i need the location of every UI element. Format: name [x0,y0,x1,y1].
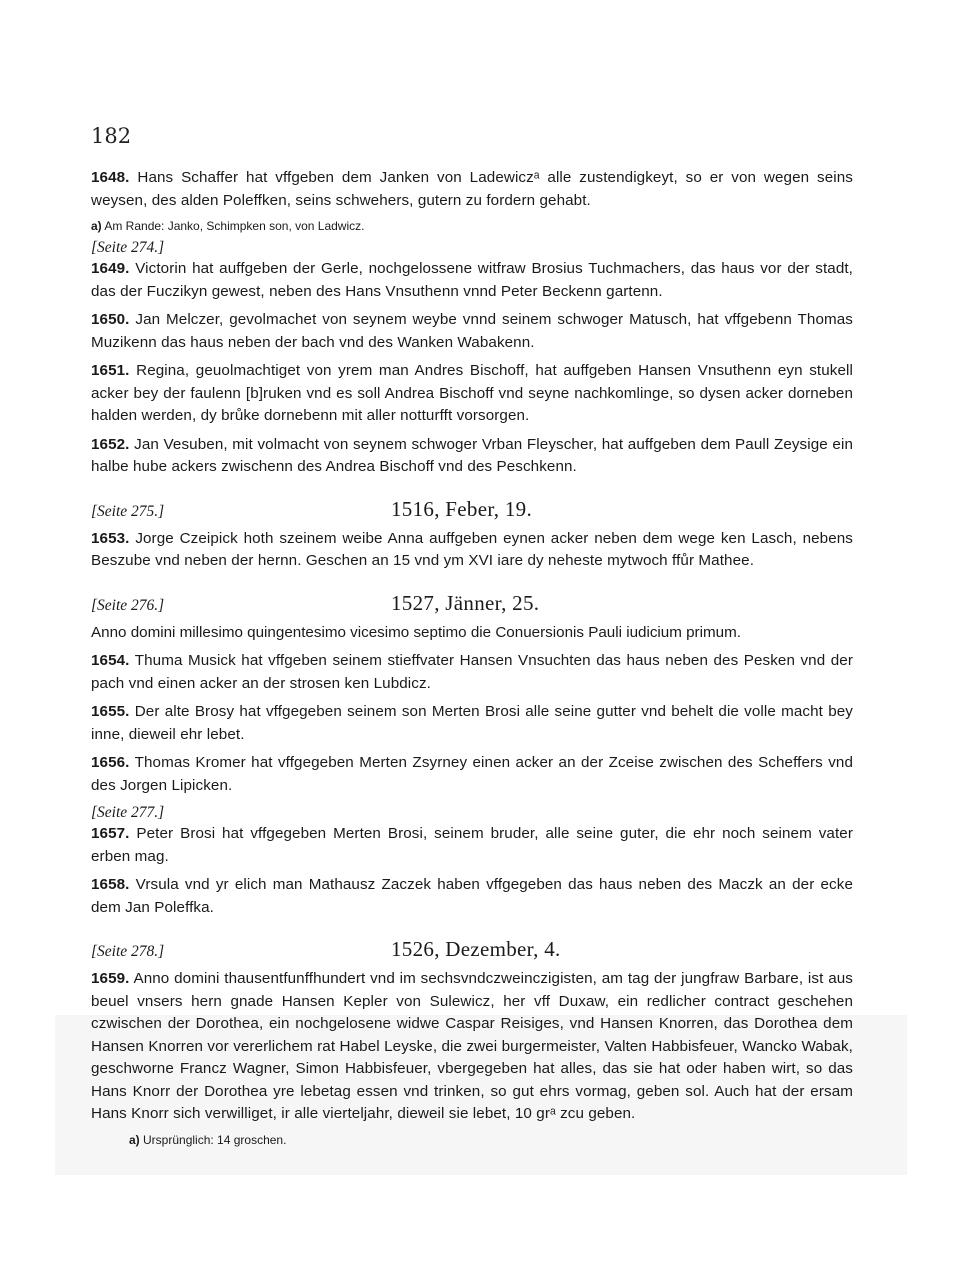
seite-marker-277: [Seite 277.] [91,804,165,821]
entry-number: 1654. [91,652,130,669]
seite-marker-276: [Seite 276.] [91,596,165,614]
section-heading-1516 [91,497,853,522]
footnote-marker: a) [91,219,102,233]
entry-1657 [91,823,853,868]
footnote-text: Ursprünglich: 14 groschen. [143,1132,287,1147]
entry-1656 [91,752,853,797]
section-heading-1527 [91,591,853,616]
entry-number: 1659. [91,970,130,987]
footnote-a-2 [91,1132,853,1149]
entry-text: Hans Schaffer hat vffgeben dem Janken von Ladewiczᵃ alle zustendigkeyt, so er von wegen seins weysen, des alden Poleffken, seins schwehers, gutern zu fordern gehabt. [91,169,853,209]
section-date: 1527, Jänner, 25. [391,590,540,615]
entry-text: Thuma Musick hat vffgeben seinem stieffvater Hansen Vnsuchten das haus neben des Pesken vnd der pach vnd einen acker an der strosen ken Lubdicz. [91,652,853,692]
entry-1652 [91,434,853,479]
entry-number: 1653. [91,529,130,547]
section-date: 1526, Dezember, 4. [391,937,561,961]
entry-text: Peter Brosi hat vffgegeben Merten Brosi, seinem bruder, alle seine guter, die ehr noch seinem vater erben mag. [91,825,853,865]
footnote-marker: a) [129,1132,140,1147]
entry-text: Anno domini thausentfunffhundert vnd im sechsvndczweinczigisten, am tag der jungfraw Barbare, ist aus beuel vnsers hern gnade Hansen Kepler von Sulewicz, her vff Duxaw, ein redlicher contract geschehen czwischen der Dorothea, ein nochgelosene widwe Caspar Reisiges, vnd Hansen Knorren, das Dorothea dem Hansen Knorren vor vererlichem rat Habel Leyske, die zwei burgermeister, Valten Habbisfeuer, Wancko Wabak, geschworne Francz Wagner, Simon Habbisfeuer, vbergegeben hat alles, das sie hat oder haben wirt, so das Hans Knorr der Dorothea yre lebetag essen vnd trinken, so gut ehrs vormag, geben sol. Auch hat der ersam Hans Knorr sich verwilliget, ir alle vierteljahr, dieweil sie lebet, 10 grᵃ zcu geben. [91,970,853,1122]
footnote-a [91,218,853,235]
entry-number: 1658. [91,876,130,893]
document-body [91,167,853,1152]
entry-1651 [91,360,853,428]
section-date: 1516, Feber, 19. [391,496,533,521]
seite-marker-275: [Seite 275.] [91,502,165,520]
entry-1654 [91,650,853,695]
entry-text: Jan Melczer, gevolmachet von seynem weybe vnnd seinem schwoger Matusch, hat vffgebenn Thomas Muzikenn das haus neben der bach vnd des Wanken Wabakenn. [91,311,853,351]
entry-number: 1651. [91,362,130,379]
entry-number: 1657. [91,825,130,842]
entry-1655 [91,701,853,746]
entry-text: Victorin hat auffgeben der Gerle, nochgelossene witfraw Brosius Tuchmachers, das haus vor der stadt, das der Fuczikyn gewest, neben des Hans Vnsuthenn vnnd Peter Beckenn gartenn. [91,260,854,300]
entry-number: 1652. [91,435,130,453]
entry-number: 1656. [91,754,130,771]
footnote-text: Am Rande: Janko, Schimpken son, von Ladwicz. [104,219,365,233]
entry-text: Regina, geuolmachtiget von yrem man Andres Bischoff, hat auffgeben Hansen Vnsuthenn eyn stukell acker bey der faulenn [b]ruken vnd es soll Andrea Bischoff vnd seyne nachkomlinge, so dysen acker dorneben halden werden, dy brůke dornebenn mit aller notturfft vorsorgen. [91,362,853,424]
entry-number: 1648. [91,169,130,186]
entry-text: Jan Vesuben, mit volmacht von seynem schwoger Vrban Fleyscher, hat auffgeben dem Paull Zeysige ein halbe hube ackers zwischenn des Andrea Bischoff vnd des Peschkenn. [91,435,854,475]
entry-1650 [91,309,853,354]
seite-marker-278: [Seite 278.] [91,943,165,960]
entry-number: 1649. [91,260,130,277]
entry-text: Jorge Czeipick hoth szeinem weibe Anna auffgeben eynen acker neben dem wege ken Lasch, nebens Beszube vnd neben der hernn. Geschen an 15 vnd ym XVI iare dy neheste mytwoch ffůr Mathee. [91,529,853,569]
entry-number: 1650. [91,311,130,328]
entry-1659 [91,968,853,1126]
entry-text: Thomas Kromer hat vffgegeben Merten Zsyrney einen acker an der Zceise zwischen des Scheffers vnd des Jorgen Lipicken. [91,754,853,794]
entry-1648 [91,167,853,212]
entry-number: 1655. [91,703,130,720]
section-heading-1526 [91,937,853,962]
entry-text: Der alte Brosy hat vffgegeben seinem son Merten Brosi alle seine gutter vnd behelt die volle macht bey inne, dieweil ehr lebet. [91,703,853,743]
entry-1658 [91,874,853,919]
anno-line: Anno domini millesimo quingentesimo vicesimo septimo die Conuersionis Pauli iudicium primum. [91,623,741,641]
entry-1653 [91,528,853,573]
entry-1649 [91,258,853,303]
page-number: 182 [91,124,132,148]
seite-marker-274: [Seite 274.] [91,239,165,256]
entry-text: Vrsula vnd yr elich man Mathausz Zaczek haben vffgegeben das haus neben des Maczk an der ecke dem Jan Poleffka. [91,876,853,916]
